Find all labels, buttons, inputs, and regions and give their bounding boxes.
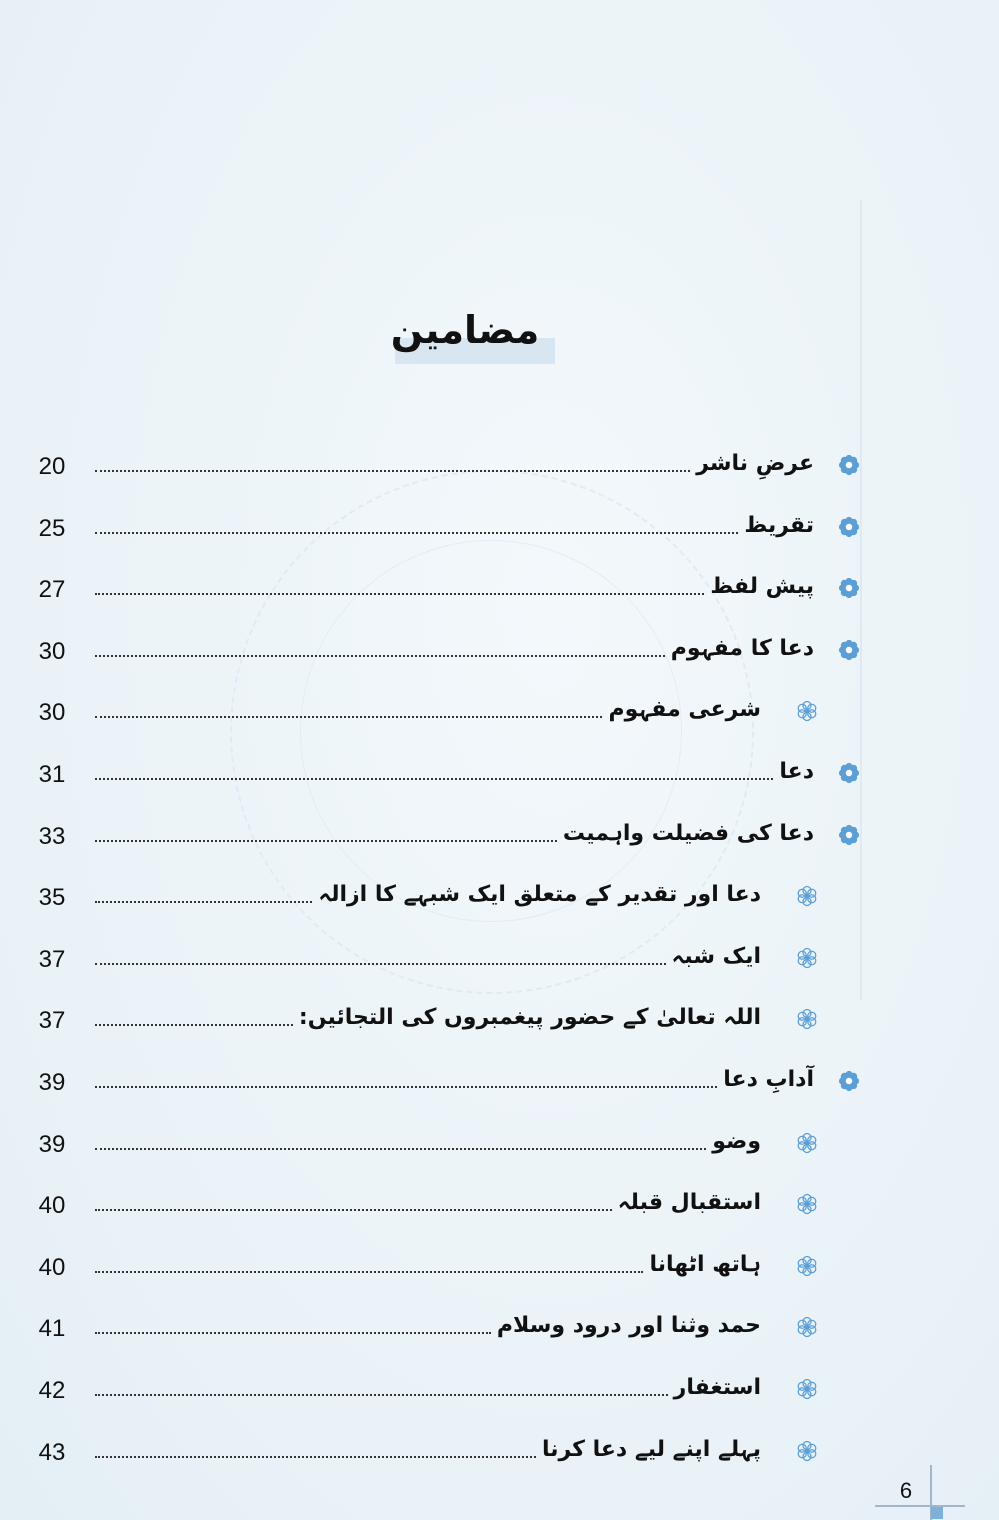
toc-dot-leader [95,1148,706,1150]
toc-page-number: 39 [38,1130,66,1158]
toc-dot-leader [95,532,738,534]
toc-page-number: 27 [38,576,66,604]
toc-dot-leader [95,716,602,718]
flower-bullet-icon [838,516,860,538]
toc-dot-leader [95,1209,612,1211]
toc-page-number: 43 [38,1438,66,1466]
toc-entry-title: استغفار [673,1375,761,1400]
toc-entry-title: پیش لفظ [710,574,814,600]
toc-dot-leader [95,1456,536,1458]
toc-entry-title: تقریظ [744,512,814,538]
flower-outline-bullet-icon [796,885,818,907]
toc-entry [0,994,999,1050]
toc-page-number: 25 [38,514,66,542]
toc-entry [0,686,999,742]
toc-entry-title: دعا کا مفہوم [670,635,814,661]
flower-outline-bullet-icon [796,1008,818,1030]
flower-bullet-icon [838,577,860,599]
toc-entry [0,1179,999,1235]
toc-entry-title: وضو [712,1128,761,1154]
toc-entry-title: آدابِ دعا [723,1067,814,1092]
flower-outline-bullet-icon [796,1316,818,1338]
flower-outline-bullet-icon [796,700,818,722]
flower-bullet-icon [838,1070,860,1092]
flower-outline-bullet-icon [796,1440,818,1462]
footer-rule-horizontal [875,1505,965,1507]
flower-bullet-icon [838,454,860,476]
toc-page-number: 40 [38,1192,66,1220]
toc-dot-leader [95,655,665,657]
toc-dot-leader [95,778,773,780]
toc-page-number: 20 [38,453,66,480]
toc-dot-leader [95,1086,717,1088]
toc-entry-title: پہلے اپنے لیے دعا کرنا [541,1436,761,1462]
toc-dot-leader [95,840,557,842]
toc-dot-leader [95,593,704,595]
toc-entry [0,1118,999,1174]
toc-page-number: 42 [38,1377,66,1404]
toc-entry-title: ہاتھ اٹھانا [649,1251,761,1277]
toc-dot-leader [95,1394,668,1396]
toc-entry [0,1056,999,1112]
toc-entry-title: دعا اور تقدیر کے متعلق ایک شبہے کا ازالہ [318,882,761,908]
toc-entry-title: دعا [779,759,814,784]
toc-dot-leader [95,963,666,965]
flower-outline-bullet-icon [796,1193,818,1215]
page-title-text: مضامین [390,308,540,352]
flower-outline-bullet-icon [796,947,818,969]
toc-page-number: 33 [38,822,66,850]
toc-dot-leader [95,470,690,472]
toc-entry-title: شرعی مفہوم [608,697,761,723]
toc-entry-title: دعا کی فضیلت واہمیت [562,820,814,846]
toc-page-number: 31 [38,761,66,788]
page-title [380,300,550,360]
flower-bullet-icon [838,824,860,846]
toc-entry [0,748,999,804]
toc-page-number: 35 [38,884,66,912]
toc-entry [0,1364,999,1420]
toc-entry [0,810,999,866]
toc-page-number: 39 [38,1069,66,1096]
flower-bullet-icon [838,762,860,784]
toc-entry-title: عرضِ ناشر [696,451,814,476]
flower-outline-bullet-icon [796,1132,818,1154]
flower-bullet-icon [838,639,860,661]
toc-entry [0,440,999,496]
toc-entry-title: ایک شبہ [671,943,761,969]
toc-entry [0,625,999,681]
toc-entry [0,1426,999,1482]
toc-page-number: 30 [38,637,66,665]
toc-entry [0,871,999,927]
toc-entry [0,502,999,558]
toc-dot-leader [95,1024,293,1026]
flower-outline-bullet-icon [796,1378,818,1400]
toc-page-number: 37 [38,945,66,973]
toc-dot-leader [95,901,312,903]
toc-entry-title: حمد وثنا اور درود وسلام [496,1313,761,1339]
toc-entry [0,563,999,619]
toc-entry-title: اللہ تعالیٰ کے حضور پیغمبروں کی التجائیں: [298,1005,761,1031]
toc-entry-title: استقبال قبلہ [617,1190,761,1216]
toc-page-number: 41 [38,1315,66,1343]
footer-marker [931,1507,943,1519]
flower-outline-bullet-icon [796,1255,818,1277]
toc-dot-leader [95,1271,643,1273]
toc-page-number: 30 [38,699,66,727]
toc-page-number: 40 [38,1253,66,1281]
footer-page-number: 6 [899,1478,913,1503]
toc-page-number: 37 [38,1007,66,1035]
toc-entry [0,1241,999,1297]
toc-dot-leader [95,1332,491,1334]
toc-entry [0,933,999,989]
toc-entry [0,1302,999,1358]
